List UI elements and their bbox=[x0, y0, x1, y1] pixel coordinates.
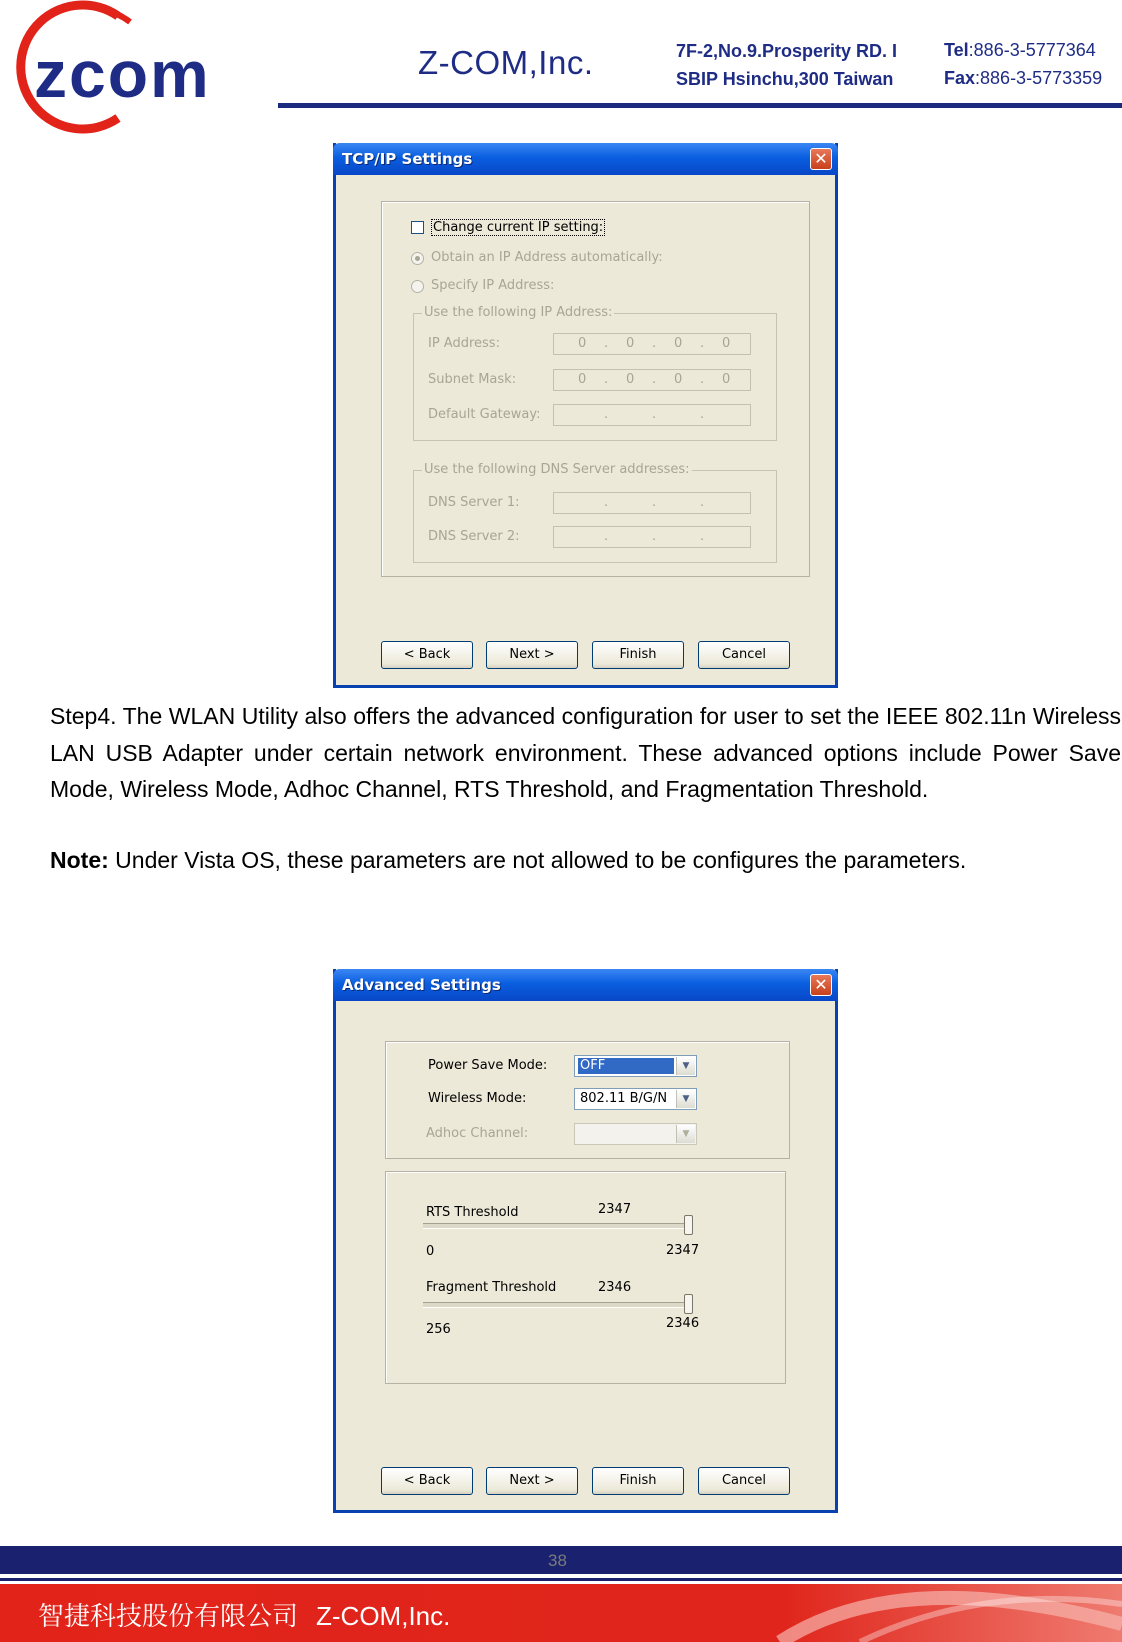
footer-company: 智捷科技股份有限公司 Z-COM,Inc. bbox=[38, 1601, 451, 1631]
fax: Fax:886-3-5773359 bbox=[944, 68, 1103, 88]
subnet-octet: 0 bbox=[674, 372, 683, 387]
wireless-mode-value: 802.11 B/G/N bbox=[580, 1091, 668, 1106]
specify-ip-radio[interactable] bbox=[411, 280, 424, 293]
cancel-button[interactable]: Cancel bbox=[698, 1467, 790, 1495]
chevron-down-icon[interactable]: ▼ bbox=[676, 1090, 695, 1108]
ip-address-label: IP Address: bbox=[428, 336, 500, 351]
fragment-slider-track[interactable] bbox=[423, 1302, 688, 1308]
dns-server-2-label: DNS Server 2: bbox=[428, 529, 520, 544]
threshold-panel bbox=[385, 1171, 786, 1384]
phone: Tel:886-3-5777364 bbox=[944, 40, 1096, 60]
dns-server-1-label: DNS Server 1: bbox=[428, 495, 520, 510]
fragment-slider-thumb[interactable] bbox=[684, 1294, 693, 1314]
adhoc-channel-select[interactable] bbox=[574, 1123, 697, 1145]
rts-min: 0 bbox=[426, 1244, 435, 1259]
chevron-down-icon[interactable]: ▼ bbox=[676, 1057, 695, 1075]
fragment-threshold-label: Fragment Threshold bbox=[426, 1280, 557, 1295]
ip-octet: 0 bbox=[626, 336, 635, 351]
subnet-octet: 0 bbox=[722, 372, 731, 387]
rts-threshold-label: RTS Threshold bbox=[426, 1205, 519, 1220]
back-button[interactable]: < Back bbox=[381, 641, 473, 669]
change-ip-label[interactable]: Change current IP setting: bbox=[433, 220, 604, 235]
back-button[interactable]: < Back bbox=[381, 1467, 473, 1495]
finish-button[interactable]: Finish bbox=[592, 1467, 684, 1495]
fragment-threshold-value: 2346 bbox=[598, 1280, 632, 1295]
page-number: 38 bbox=[548, 1551, 567, 1570]
tcpip-settings-dialog bbox=[333, 143, 838, 688]
dialog-title: Advanced Settings bbox=[342, 976, 501, 994]
wireless-mode-label: Wireless Mode: bbox=[428, 1091, 527, 1106]
rts-slider-thumb[interactable] bbox=[684, 1215, 693, 1235]
subnet-octet: 0 bbox=[626, 372, 635, 387]
step4-paragraph: Step4. The WLAN Utility also offers the advanced configuration for user to set the IEEE 802.11n Wireless LAN USB Adapter under certain network environment. These advanced options include Power Save Mode, Wireless Mode, Adhoc Channel, RTS Threshold, and Fragmentation Threshold. bbox=[50, 703, 1121, 802]
next-button[interactable]: Next > bbox=[486, 641, 578, 669]
finish-button[interactable]: Finish bbox=[592, 641, 684, 669]
dialog-titlebar bbox=[333, 143, 838, 175]
ip-octet: 0 bbox=[578, 336, 587, 351]
power-save-value: OFF bbox=[578, 1058, 674, 1074]
power-save-select[interactable] bbox=[574, 1055, 697, 1077]
cancel-button[interactable]: Cancel bbox=[698, 641, 790, 669]
advanced-settings-dialog bbox=[333, 969, 838, 1513]
power-save-label: Power Save Mode: bbox=[428, 1058, 548, 1073]
ip-octet: 0 bbox=[674, 336, 683, 351]
zcom-logo bbox=[0, 0, 290, 136]
svg-text:zcom: zcom bbox=[34, 37, 211, 111]
subnet-mask-label: Subnet Mask: bbox=[428, 372, 517, 387]
company-name: Z-COM,Inc. bbox=[418, 44, 594, 81]
close-icon[interactable]: ✕ bbox=[810, 148, 832, 170]
address-line-1: 7F-2,No.9.Prosperity RD. I bbox=[676, 41, 898, 61]
wireless-mode-select[interactable] bbox=[574, 1088, 697, 1110]
ip-address-field[interactable]: 0 . 0 . 0 . 0 bbox=[553, 333, 751, 355]
adhoc-channel-label: Adhoc Channel: bbox=[426, 1126, 529, 1141]
rts-slider-track[interactable] bbox=[423, 1223, 688, 1229]
rts-max: 2347 bbox=[666, 1243, 700, 1258]
dns-server-1-field[interactable]: . . . bbox=[553, 492, 751, 514]
fragment-min: 256 bbox=[426, 1322, 451, 1337]
dialog-title: TCP/IP Settings bbox=[342, 150, 473, 168]
default-gateway-field[interactable]: . . . bbox=[553, 404, 751, 426]
subnet-mask-field[interactable]: 0 . 0 . 0 . 0 bbox=[553, 369, 751, 391]
address-line-2: SBIP Hsinchu,300 Taiwan bbox=[676, 69, 894, 89]
dns-group bbox=[413, 462, 777, 563]
subnet-octet: 0 bbox=[578, 372, 587, 387]
rts-threshold-value: 2347 bbox=[598, 1202, 632, 1217]
default-gateway-label: Default Gateway: bbox=[428, 407, 541, 422]
header-rule bbox=[278, 103, 1122, 108]
ip-octet: 0 bbox=[722, 336, 731, 351]
vista-note: Note: Under Vista OS, these parameters are not allowed to be configures the parameters. bbox=[50, 847, 967, 873]
footer-rule bbox=[0, 1578, 1122, 1581]
dialog-titlebar bbox=[333, 969, 838, 1001]
specify-ip-label: Specify IP Address: bbox=[431, 278, 555, 293]
close-icon[interactable]: ✕ bbox=[810, 974, 832, 996]
chevron-down-icon[interactable]: ▼ bbox=[676, 1125, 695, 1143]
adhoc-channel-value bbox=[578, 1126, 582, 1142]
dns-server-2-field[interactable]: . . . bbox=[553, 526, 751, 548]
obtain-ip-radio[interactable] bbox=[411, 252, 424, 265]
ip-group-legend: Use the following IP Address: bbox=[424, 305, 613, 320]
dns-group-legend: Use the following DNS Server addresses: bbox=[424, 462, 690, 477]
next-button[interactable]: Next > bbox=[486, 1467, 578, 1495]
fragment-max: 2346 bbox=[666, 1316, 700, 1331]
change-ip-checkbox[interactable] bbox=[411, 221, 424, 234]
obtain-ip-label: Obtain an IP Address automatically: bbox=[431, 250, 663, 265]
